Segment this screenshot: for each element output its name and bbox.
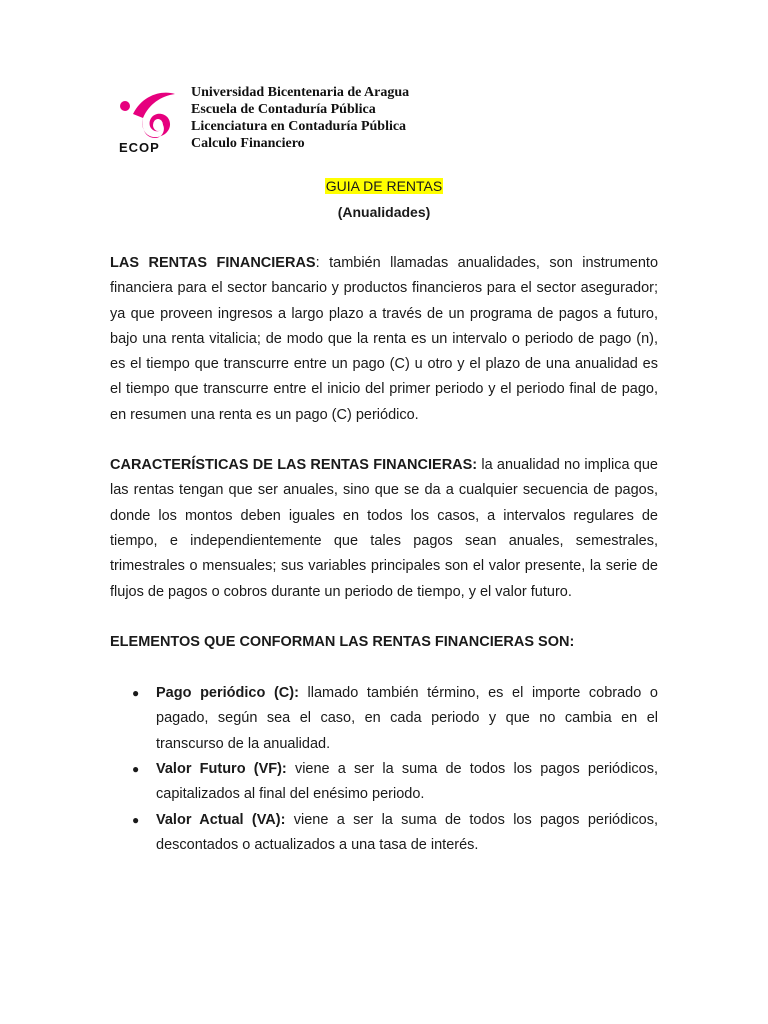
bullet-icon: ● [132,812,140,827]
institution-line: Escuela de Contaduría Pública [191,102,376,117]
list-item-text: viene a ser la suma de todos los pagos periódicos, capitalizados al final del enésimo periodo. [156,761,659,803]
institution-block [191,84,409,152]
paragraph-text: la anualidad no implica que las rentas tengan que ser anuales, sino que se da a cualquier secuencia de pagos, donde los montos deben iguales en todos los casos, a intervalos regulares de tiempo, e independientemente que tales pagos sean anuales, semestrales, trimestrales o mensuales; sus variables principales son el valor presente, la serie de flujos de pagos o cobros durante un periodo de tiempo, y el valor futuro. [110,457,658,600]
list-item [110,681,658,757]
list-item-term: Valor Actual (VA): [156,811,286,828]
list-item [110,757,658,808]
ecop-logo [113,84,183,156]
institution-line: Universidad Bicentenaria de Aragua [191,85,410,100]
bullet-icon: ● [132,686,140,701]
page-subtitle: (Anualidades) [337,204,431,220]
institution-line: Licenciatura en Contaduría Pública [191,119,407,134]
page-title: GUIA DE RENTAS [325,178,443,194]
section-heading: ELEMENTOS QUE CONFORMAN LAS RENTAS FINANCIERAS SON: [110,633,575,650]
elements-list [110,681,658,858]
ecop-logo-text: ECOP [119,140,160,155]
list-item-text: llamado también término, es el importe cobrado o pagado, según sea el caso, en cada periodo y que no cambia en el transcurso de la anualidad. [156,685,658,752]
bullet-icon: ● [132,762,140,777]
list-item-text: viene a ser la suma de todos los pagos periódicos, descontados o actualizados a una tasa de interés. [156,811,658,853]
paragraph-term: CARACTERÍSTICAS DE LAS RENTAS FINANCIERAS: [110,457,478,474]
document-body [110,251,658,858]
paragraph-term: LAS RENTAS FINANCIERAS [110,255,316,271]
list-item-term: Valor Futuro (VF): [156,761,287,778]
paragraph-rentas [110,251,658,428]
institution-line: Calculo Financiero [191,136,305,151]
document-header [113,84,409,156]
list-item-term: Pago periódico (C): [156,685,299,702]
title-wrap [0,178,768,196]
paragraph-caracteristicas [110,453,658,605]
list-item [110,808,658,859]
paragraph-text: : también llamadas anualidades, son instrumento financiera para el sector bancario y productos financieros para el sector asegurador; ya que proveen ingresos a largo plazo a través de un programa de pagos a futuro, bajo una renta vitalicia; de modo que la renta es un intervalo o periodo de pago (n), es el tiempo que transcurre entre un pago (C) u otro y el plazo de una anualidad es el tiempo que transcurre entre el inicio del primer periodo y el periodo final de pago, en resumen una renta es un pago (C) periódico. [110,255,659,423]
